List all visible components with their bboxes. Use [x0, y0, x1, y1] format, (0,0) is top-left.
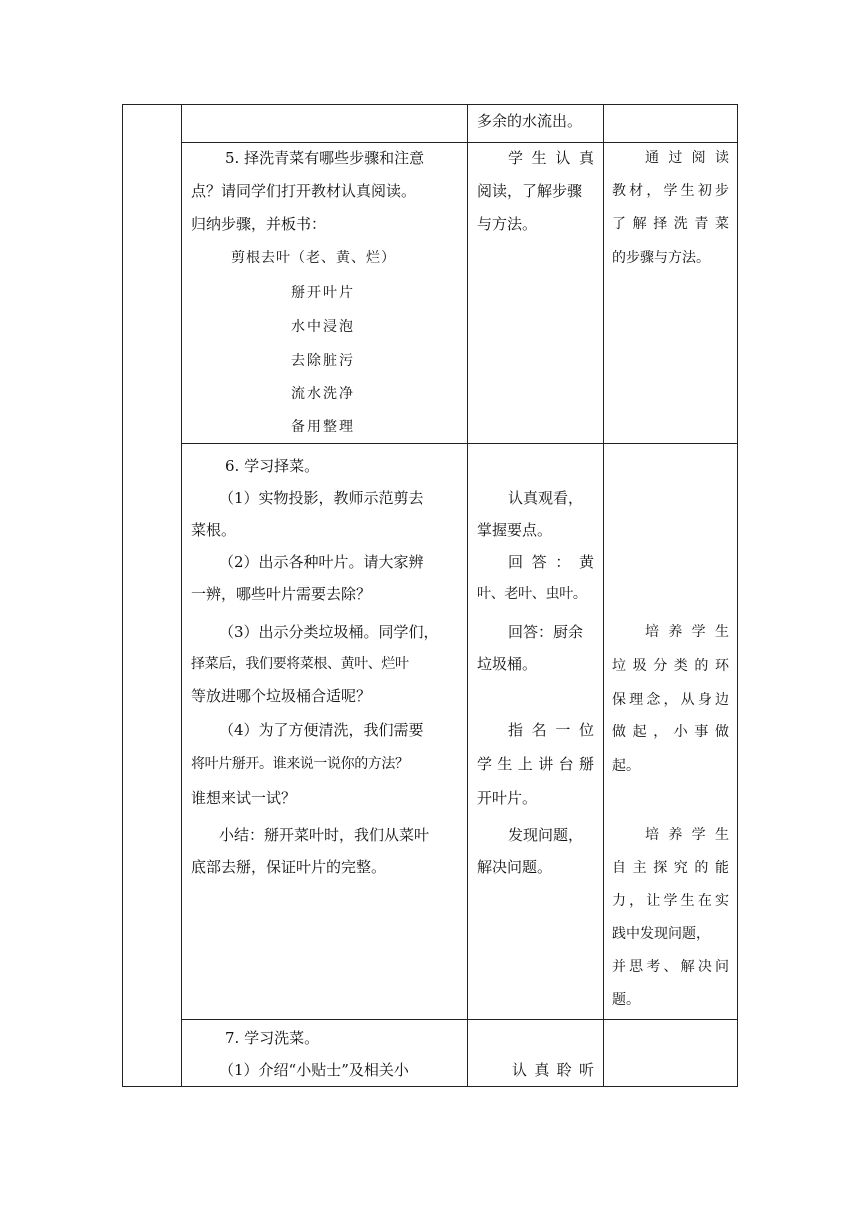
row2-intent-line: 了解择洗青菜 — [612, 216, 729, 232]
row2-student-line: 阅读，了解步骤 — [477, 182, 583, 200]
row3-teacher-line: （3）出示分类垃圾桶。同学们， — [219, 623, 439, 641]
row3-student-line: 掌握要点。 — [477, 521, 553, 539]
row3-teacher-line: （4）为了方便清洗，我们需要 — [219, 721, 424, 739]
row3-student-line: 回答：黄 — [508, 553, 594, 571]
row4-student-line: 认真聆听 — [512, 1061, 594, 1079]
row3-student-line: 认真观看， — [508, 489, 584, 507]
row3-teacher-line: （2）出示各种叶片。请大家辨 — [219, 553, 424, 571]
row2-teacher-line: 5. 择洗青菜有哪些步骤和注意 — [225, 149, 425, 167]
row-divider-3 — [181, 1019, 738, 1020]
row3-intent-line: 并思考、解决问 — [612, 959, 729, 975]
table-border-bottom — [122, 1086, 738, 1087]
row3-intent-line: 力，让学生在实 — [612, 893, 729, 909]
row3-teacher-line: 谁想来试一试？ — [191, 789, 297, 807]
row3-teacher-line: 择菜后，我们要将菜根、黄叶、烂叶 — [191, 656, 409, 672]
row3-student-line: 指名一位 — [508, 721, 594, 739]
row2-teacher-line: 归纳步骤，并板书： — [191, 215, 327, 233]
table-border-left — [122, 104, 123, 1087]
row3-teacher-line: 等放进哪个垃圾桶合适呢？ — [191, 687, 372, 705]
row2-student-line: 学生认真 — [508, 149, 594, 167]
row3-intent-line: 保理念，从身边 — [612, 692, 729, 708]
row3-teacher-line: 底部去掰，保证叶片的完整。 — [191, 858, 387, 876]
row3-student-line: 叶、老叶、虫叶。 — [477, 586, 587, 602]
table-divider-3 — [603, 104, 604, 1087]
row2-step: 去除脏污 — [291, 353, 355, 369]
row3-student-line: 垃圾桶。 — [477, 655, 538, 673]
row3-student-line: 回答：厨余 — [508, 623, 584, 641]
row-divider-2 — [181, 443, 738, 444]
row2-step: 剪根去叶（老、黄、烂） — [231, 250, 396, 266]
table-border-top — [122, 104, 738, 105]
row3-teacher-line: 一辨，哪些叶片需要去除？ — [191, 585, 372, 603]
row2-step: 水中浸泡 — [291, 319, 355, 335]
row3-student-line: 学生上讲台掰 — [477, 755, 594, 773]
row4-teacher-line: （1）介绍“小贴士”及相关小 — [219, 1061, 409, 1079]
row-divider-1 — [181, 142, 738, 143]
row3-student-line: 解决问题。 — [477, 858, 553, 876]
row3-intent-line: 题。 — [612, 992, 640, 1008]
row3-intent-line: 垃圾分类的环 — [612, 658, 729, 674]
table-divider-1 — [181, 104, 182, 1087]
row3-intent-line: 践中发现问题， — [612, 926, 710, 942]
row3-intent-line: 培养学生 — [645, 624, 729, 640]
row3-teacher-line: 菜根。 — [191, 521, 237, 539]
row1-student-text: 多余的水流出。 — [477, 112, 583, 130]
row2-teacher-line: 点？请同学们打开教材认真阅读。 — [191, 182, 417, 200]
row2-intent-line: 通过阅读 — [645, 150, 729, 166]
row3-intent-line: 自主探究的能 — [612, 860, 729, 876]
row3-intent-line: 培养学生 — [645, 827, 729, 843]
row2-step: 掰开叶片 — [291, 285, 355, 301]
row2-step: 流水洗净 — [291, 386, 355, 402]
row3-teacher-line: 将叶片掰开。谁来说一说你的方法？ — [191, 756, 409, 772]
row3-teacher-line: 小结：掰开菜叶时，我们从菜叶 — [219, 826, 430, 844]
row2-student-line: 与方法。 — [477, 215, 538, 233]
row2-intent-line: 教材，学生初步 — [612, 183, 729, 199]
row2-step: 备用整理 — [291, 419, 355, 435]
row3-teacher-line: 6. 学习择菜。 — [225, 457, 320, 475]
table-border-right — [737, 104, 738, 1087]
row3-intent-line: 起。 — [612, 758, 640, 774]
row3-intent-line: 做起，小事做 — [612, 724, 729, 740]
row3-student-line: 开叶片。 — [477, 789, 538, 807]
row3-student-line: 发现问题， — [508, 826, 584, 844]
table-divider-2 — [467, 104, 468, 1087]
row4-teacher-line: 7. 学习洗菜。 — [225, 1029, 320, 1047]
row2-intent-line: 的步骤与方法。 — [612, 250, 710, 266]
row3-teacher-line: （1）实物投影，教师示范剪去 — [219, 489, 424, 507]
